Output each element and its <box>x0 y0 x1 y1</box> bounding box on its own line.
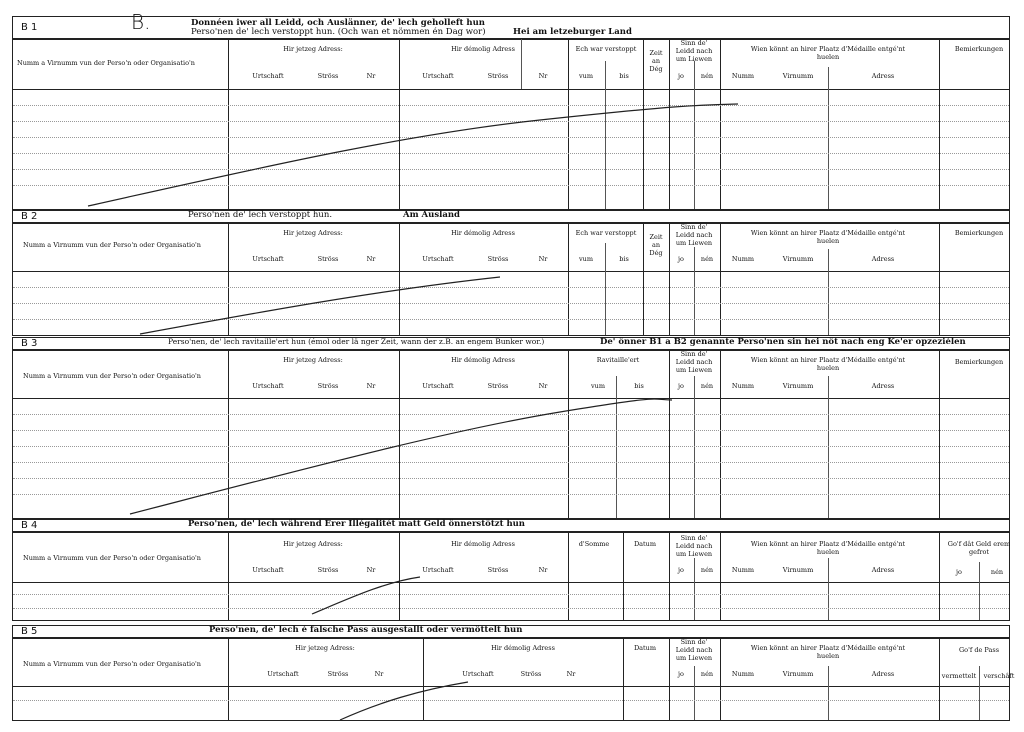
sub-from: vum <box>578 72 594 80</box>
sub-no: nén <box>700 255 714 263</box>
table <box>12 637 1015 721</box>
section-code: B 3 <box>21 338 38 349</box>
col-remarks-header: Bemierkungen <box>954 45 1004 53</box>
sub-passport-obtained: verschâft <box>983 672 1015 680</box>
sub-address: Adress <box>871 255 895 263</box>
sub-firstname: Virnumm <box>782 670 814 678</box>
sub-surname: Numm <box>731 670 755 678</box>
sub-yes: jo <box>678 670 684 678</box>
col-current-address-header: Hir jetzeg Adress: <box>283 229 343 237</box>
section-code: B 4 <box>21 520 38 531</box>
col-date-header: Datum <box>633 540 657 548</box>
col-time-header: Zeit an Dég <box>649 233 663 257</box>
sub-street-former: Ströss <box>520 670 542 678</box>
sub-nr: Nr <box>366 382 376 390</box>
section-title-2: Am Ausland <box>403 210 460 220</box>
sub-firstname: Virnumm <box>782 72 814 80</box>
col-medal-header: Wien könnt an hirer Plaatz d'Médaille entgé'nt huelen <box>750 356 906 372</box>
col-name-header: Numm a Virnumm vun der Perso'n oder Organisatio'n <box>17 59 195 67</box>
sub-nr-former: Nr <box>538 255 548 263</box>
sub-city: Urtschaft <box>267 670 299 678</box>
sub-to: bis <box>619 72 629 80</box>
sub-surname: Numm <box>731 72 755 80</box>
col-alive-header: Sinn de' Leidd nach um Liewen <box>675 350 713 374</box>
table <box>12 349 1010 519</box>
sub-yes: jo <box>678 255 684 263</box>
sub-street-former: Ströss <box>487 255 509 263</box>
col-medal-header: Wien könnt an hirer Plaatz d'Médaille entgé'nt huelen <box>750 45 906 61</box>
col-sum-header: d'Somme <box>578 540 610 548</box>
col-name-header: Numm a Virnumm vun der Perso'n oder Organisatio'n <box>23 241 201 249</box>
col-former-address-header: Hir démolig Adress <box>451 45 515 53</box>
sub-address: Adress <box>871 382 895 390</box>
sub-no: nén <box>700 670 714 678</box>
col-alive-header: Sinn de' Leidd nach um Liewen <box>675 39 713 63</box>
col-passport-header: Go'f de Pass <box>958 646 1000 654</box>
section-title: Perso'nen, de' lech ravitaille'ert hun (émol oder lä nger Zeit, wann der z.B. an engem Bunker wor.) <box>168 337 545 346</box>
sub-nr: Nr <box>366 255 376 263</box>
col-former-address-header: Hir démolig Adress <box>451 229 515 237</box>
col-medal-header: Wien könnt an hirer Plaatz d'Médaille entgé'nt huelen <box>750 229 906 245</box>
section-title-2: De' önner B1 a B2 genannte Perso'nen sin hei nöt nach eng Ke'er opzeziélen <box>600 337 966 347</box>
sub-surname: Numm <box>731 382 755 390</box>
section-code: B 2 <box>21 211 38 222</box>
col-money-back-header: Go'f dât Geld erem gefrot <box>947 540 1011 556</box>
col-name-header: Numm a Virnumm vun der Perso'n oder Organisatio'n <box>23 554 201 562</box>
sub-street-former: Ströss <box>487 382 509 390</box>
section-bar <box>12 16 1010 40</box>
sub-street-former: Ströss <box>487 72 509 80</box>
col-medal-header: Wien könnt an hirer Plaatz d'Médaille entgé'nt huelen <box>750 644 906 660</box>
col-medal-header: Wien könnt an hirer Plaatz d'Médaille entgé'nt huelen <box>750 540 906 556</box>
col-current-address-header: Hir jetzeg Adress: <box>283 540 343 548</box>
sub-money-no: nén <box>990 568 1004 576</box>
sub-no: nén <box>700 72 714 80</box>
sub-nr-former: Nr <box>538 72 548 80</box>
table <box>12 38 1010 210</box>
sub-nr: Nr <box>366 566 376 574</box>
table <box>12 222 1010 336</box>
section-title: Perso'nen de' lech verstoppt hun. <box>188 210 333 220</box>
sub-firstname: Virnumm <box>782 566 814 574</box>
sub-city-former: Urtschaft <box>422 566 454 574</box>
sub-street: Ströss <box>317 566 339 574</box>
sub-city: Urtschaft <box>252 255 284 263</box>
col-name-header: Numm a Virnumm vun der Perso'n oder Organisatio'n <box>23 660 201 668</box>
sub-street: Ströss <box>317 72 339 80</box>
sub-city-former: Urtschaft <box>462 670 494 678</box>
sub-city-former: Urtschaft <box>422 255 454 263</box>
sub-to: bis <box>634 382 644 390</box>
col-former-address-header: Hir démolig Adress <box>451 356 515 364</box>
col-time-header: Zeit an Dég <box>649 49 663 73</box>
form-letter: B. <box>131 10 151 34</box>
col-alive-header: Sinn de' Leidd nach um Liewen <box>675 534 713 558</box>
col-name-header: Numm a Virnumm vun der Perso'n oder Organisatio'n <box>23 372 201 380</box>
sub-street: Ströss <box>327 670 349 678</box>
sub-passport-issued: vermettelt <box>941 672 977 680</box>
sub-city: Urtschaft <box>252 382 284 390</box>
section-title: Perso'nen, de' lech é falsche Pass ausgestallt oder vermöttelt hun <box>209 625 523 635</box>
sub-to: bis <box>619 255 629 263</box>
section-title-3: Hei am letzeburger Land <box>513 27 632 37</box>
sub-firstname: Virnumm <box>782 382 814 390</box>
section-title: Perso'nen, de' lech während Erer Illégalitét matt Geld önnerstötzt hun <box>188 519 525 529</box>
col-alive-header: Sinn de' Leidd nach um Liewen <box>675 638 713 662</box>
sub-nr-former: Nr <box>538 566 548 574</box>
section-code: B 1 <box>21 22 38 33</box>
sub-firstname: Virnumm <box>782 255 814 263</box>
sub-address: Adress <box>871 566 895 574</box>
sub-surname: Numm <box>731 566 755 574</box>
sub-nr-former: Nr <box>538 382 548 390</box>
sub-surname: Numm <box>731 255 755 263</box>
sub-street: Ströss <box>317 255 339 263</box>
sub-no: nén <box>700 382 714 390</box>
sub-street-former: Ströss <box>487 566 509 574</box>
col-former-address-header: Hir démolig Adress <box>451 540 515 548</box>
sub-address: Adress <box>871 670 895 678</box>
section-title: Donnéen iwer all Leidd, och Auslänner, de' lech geholleft hun <box>191 18 485 28</box>
col-alive-header: Sinn de' Leidd nach um Liewen <box>675 223 713 247</box>
sub-no: nén <box>700 566 714 574</box>
section-code: B 5 <box>21 626 38 637</box>
col-current-address-header: Hir jetzeg Adress: <box>295 644 355 652</box>
sub-yes: jo <box>678 72 684 80</box>
sub-city-former: Urtschaft <box>422 382 454 390</box>
sub-address: Adress <box>871 72 895 80</box>
sub-nr-former: Nr <box>566 670 576 678</box>
col-hidden-header: Ech war verstoppt <box>575 45 637 53</box>
col-hidden-header: Ech war verstoppt <box>575 229 637 237</box>
sub-nr: Nr <box>374 670 384 678</box>
sub-from: vum <box>578 255 594 263</box>
sub-money-yes: jo <box>956 568 962 576</box>
table <box>12 531 1010 621</box>
sub-yes: jo <box>678 382 684 390</box>
col-date-header: Datum <box>633 644 657 652</box>
col-current-address-header: Hir jetzeg Adress: <box>283 45 343 53</box>
sub-city: Urtschaft <box>252 72 284 80</box>
sub-from: vum <box>590 382 606 390</box>
sub-city: Urtschaft <box>252 566 284 574</box>
sub-city-former: Urtschaft <box>422 72 454 80</box>
col-current-address-header: Hir jetzeg Adress: <box>283 356 343 364</box>
section-title-2: Perso'nen de' lech verstoppt hun. (Och wan et nömmen én Dag wor) <box>191 27 486 37</box>
sub-nr: Nr <box>366 72 376 80</box>
sub-street: Ströss <box>317 382 339 390</box>
sub-yes: jo <box>678 566 684 574</box>
col-remarks-header: Bemierkungen <box>954 358 1004 366</box>
col-former-address-header: Hir démolig Adress <box>491 644 555 652</box>
col-supplied-header: Ravitaille'ert <box>596 356 640 364</box>
col-remarks-header: Bemierkungen <box>954 229 1004 237</box>
